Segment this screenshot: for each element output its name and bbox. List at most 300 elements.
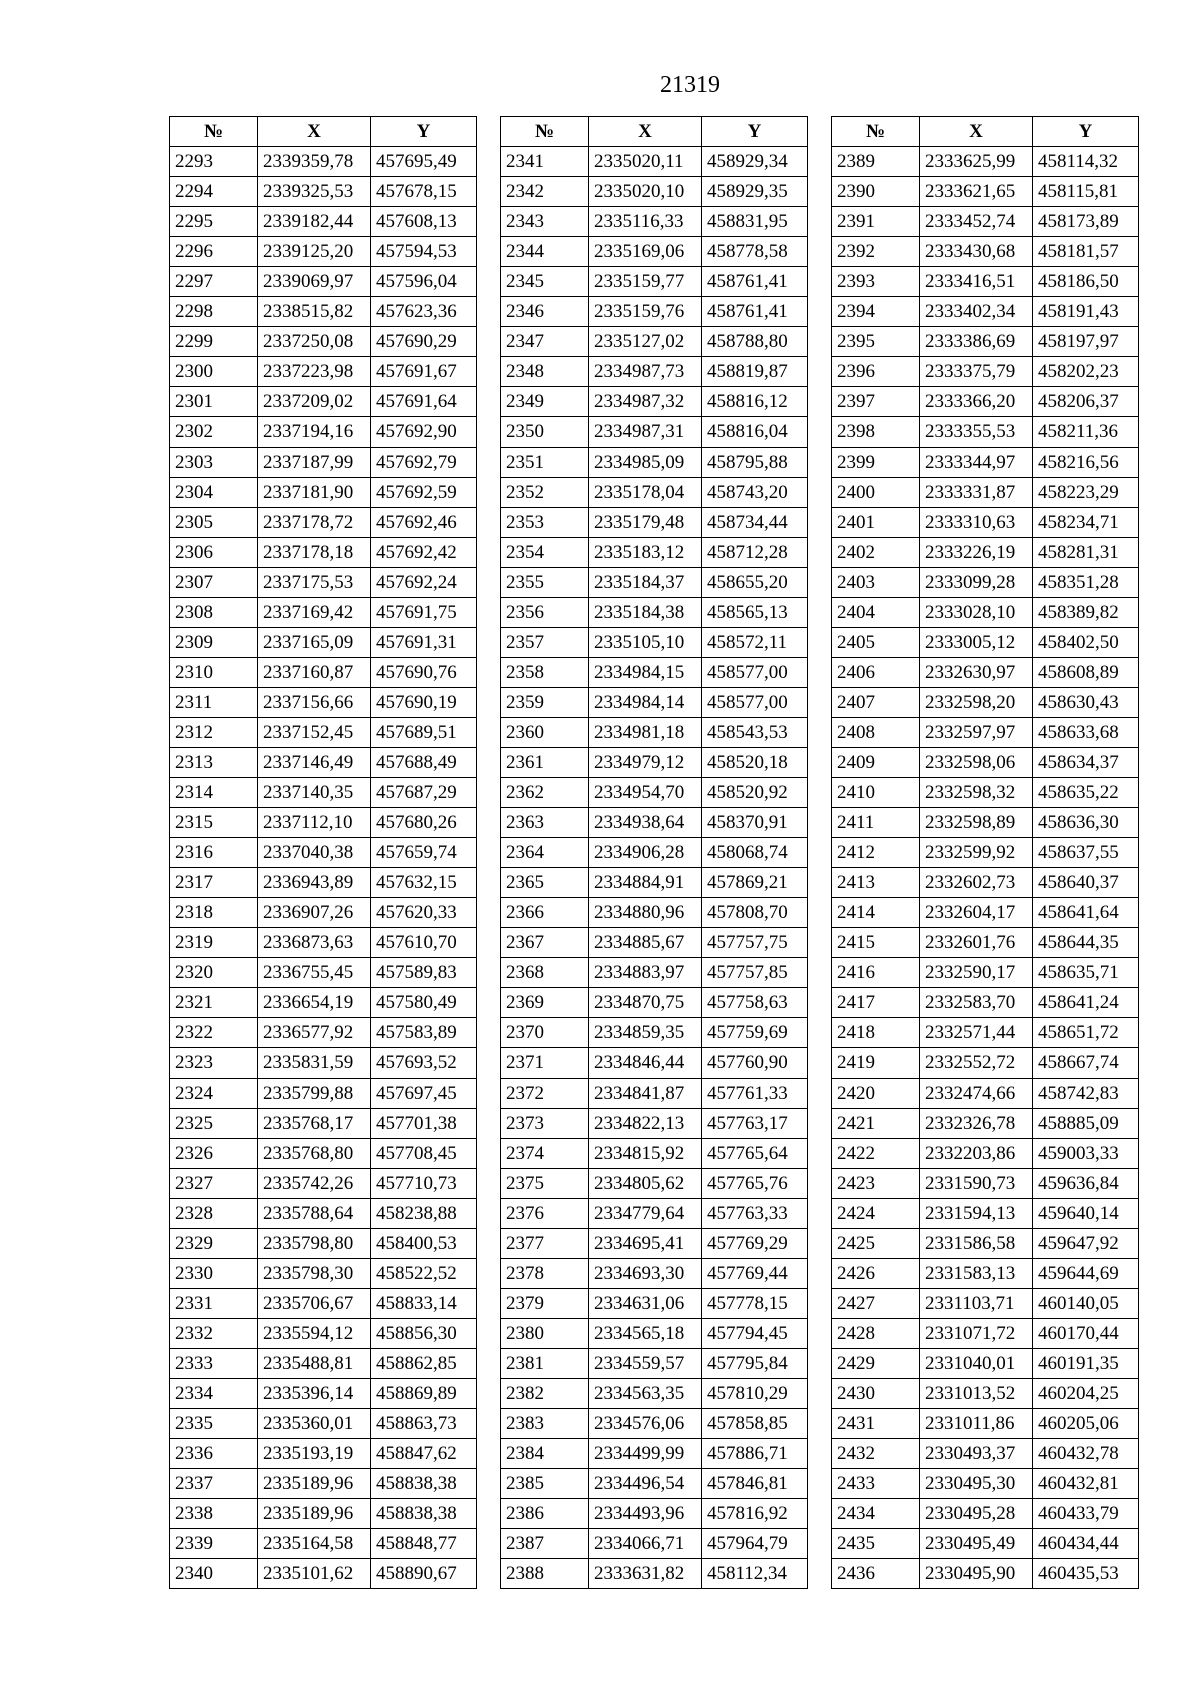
cell-number: 2412 [832, 838, 920, 868]
cell-x: 2338515,82 [258, 297, 371, 327]
cell-number: 2310 [170, 657, 258, 687]
cell-number: 2421 [832, 1108, 920, 1138]
table-row [170, 477, 477, 507]
cell-x: 2337187,99 [258, 447, 371, 477]
table-row [832, 627, 1139, 657]
cell-x: 2332601,76 [920, 928, 1033, 958]
cell-y: 458863,73 [371, 1409, 477, 1439]
cell-number: 2393 [832, 267, 920, 297]
cell-y: 458400,53 [371, 1228, 477, 1258]
cell-number: 2378 [501, 1258, 589, 1288]
cell-y: 458565,13 [702, 597, 808, 627]
cell-number: 2394 [832, 297, 920, 327]
table-row [832, 1348, 1139, 1378]
cell-y: 457760,90 [702, 1048, 808, 1078]
table-row [501, 1439, 808, 1469]
cell-y: 458389,82 [1033, 597, 1139, 627]
cell-y: 458351,28 [1033, 567, 1139, 597]
table-row [832, 1499, 1139, 1529]
cell-number: 2361 [501, 747, 589, 777]
cell-number: 2417 [832, 988, 920, 1018]
cell-y: 457697,45 [371, 1078, 477, 1108]
cell-number: 2341 [501, 147, 589, 177]
cell-number: 2299 [170, 327, 258, 357]
cell-number: 2385 [501, 1469, 589, 1499]
cell-number: 2406 [832, 657, 920, 687]
cell-number: 2400 [832, 477, 920, 507]
cell-number: 2366 [501, 898, 589, 928]
cell-number: 2356 [501, 597, 589, 627]
cell-number: 2410 [832, 778, 920, 808]
cell-number: 2369 [501, 988, 589, 1018]
cell-x: 2333430,68 [920, 237, 1033, 267]
table-row [501, 327, 808, 357]
cell-y: 458761,41 [702, 267, 808, 297]
cell-y: 458848,77 [371, 1529, 477, 1559]
cell-y: 457763,33 [702, 1198, 808, 1228]
coordinates-table-3 [831, 116, 1139, 1589]
cell-number: 2416 [832, 958, 920, 988]
cell-number: 2335 [170, 1409, 258, 1439]
cell-number: 2387 [501, 1529, 589, 1559]
cell-x: 2339325,53 [258, 177, 371, 207]
table-row [170, 147, 477, 177]
table-row [832, 1288, 1139, 1318]
table-row [170, 1108, 477, 1138]
cell-number: 2340 [170, 1559, 258, 1589]
cell-number: 2354 [501, 537, 589, 567]
cell-y: 457701,38 [371, 1108, 477, 1138]
table-row [832, 567, 1139, 597]
cell-x: 2333355,53 [920, 417, 1033, 447]
cell-number: 2325 [170, 1108, 258, 1138]
cell-number: 2376 [501, 1198, 589, 1228]
cell-y: 458816,12 [702, 387, 808, 417]
cell-x: 2334066,71 [589, 1529, 702, 1559]
cell-x: 2334981,18 [589, 717, 702, 747]
table-row [170, 1258, 477, 1288]
cell-y: 457583,89 [371, 1018, 477, 1048]
cell-x: 2334841,87 [589, 1078, 702, 1108]
table-row [170, 838, 477, 868]
cell-y: 459647,92 [1033, 1228, 1139, 1258]
cell-x: 2335193,19 [258, 1439, 371, 1469]
cell-y: 457759,69 [702, 1018, 808, 1048]
cell-number: 2402 [832, 537, 920, 567]
cell-number: 2305 [170, 507, 258, 537]
cell-x: 2335768,80 [258, 1138, 371, 1168]
cell-x: 2332598,89 [920, 808, 1033, 838]
cell-y: 457689,51 [371, 717, 477, 747]
table-row [501, 988, 808, 1018]
cell-y: 457886,71 [702, 1439, 808, 1469]
cell-y: 460432,81 [1033, 1469, 1139, 1499]
table-row [832, 687, 1139, 717]
table-row [170, 1228, 477, 1258]
cell-number: 2367 [501, 928, 589, 958]
cell-y: 458635,22 [1033, 778, 1139, 808]
cell-x: 2339069,97 [258, 267, 371, 297]
table-row [501, 1378, 808, 1408]
cell-y: 460433,79 [1033, 1499, 1139, 1529]
header-y: Y [702, 117, 808, 147]
cell-y: 458761,41 [702, 297, 808, 327]
table-row [501, 1258, 808, 1288]
cell-x: 2331013,52 [920, 1378, 1033, 1408]
table-row [501, 597, 808, 627]
cell-y: 457778,15 [702, 1288, 808, 1318]
cell-x: 2333416,51 [920, 267, 1033, 297]
cell-x: 2330495,30 [920, 1469, 1033, 1499]
table-row [832, 327, 1139, 357]
table-row [832, 1018, 1139, 1048]
table-row [832, 958, 1139, 988]
cell-y: 458929,35 [702, 177, 808, 207]
cell-number: 2426 [832, 1258, 920, 1288]
table-row [170, 1439, 477, 1469]
cell-number: 2322 [170, 1018, 258, 1048]
cell-x: 2335184,37 [589, 567, 702, 597]
cell-y: 460140,05 [1033, 1288, 1139, 1318]
table-row [170, 747, 477, 777]
cell-number: 2351 [501, 447, 589, 477]
table-row [832, 838, 1139, 868]
cell-x: 2333375,79 [920, 357, 1033, 387]
table-row [832, 1469, 1139, 1499]
cell-x: 2334822,13 [589, 1108, 702, 1138]
cell-x: 2332598,06 [920, 747, 1033, 777]
cell-x: 2337250,08 [258, 327, 371, 357]
cell-y: 458630,43 [1033, 687, 1139, 717]
cell-x: 2331594,13 [920, 1198, 1033, 1228]
cell-number: 2429 [832, 1348, 920, 1378]
cell-y: 458838,38 [371, 1499, 477, 1529]
table-row [501, 1559, 808, 1589]
table-row [832, 387, 1139, 417]
cell-y: 460170,44 [1033, 1318, 1139, 1348]
table-row [832, 1529, 1139, 1559]
cell-y: 460191,35 [1033, 1348, 1139, 1378]
table-row [170, 717, 477, 747]
cell-y: 457691,31 [371, 627, 477, 657]
cell-y: 458216,56 [1033, 447, 1139, 477]
table-row [501, 657, 808, 687]
table-row [170, 687, 477, 717]
cell-number: 2318 [170, 898, 258, 928]
cell-number: 2365 [501, 868, 589, 898]
table-row [170, 1469, 477, 1499]
cell-number: 2418 [832, 1018, 920, 1048]
cell-x: 2336943,89 [258, 868, 371, 898]
cell-x: 2334493,96 [589, 1499, 702, 1529]
cell-y: 457692,59 [371, 477, 477, 507]
cell-number: 2329 [170, 1228, 258, 1258]
cell-number: 2315 [170, 808, 258, 838]
cell-y: 457692,46 [371, 507, 477, 537]
cell-number: 2398 [832, 417, 920, 447]
cell-y: 457846,81 [702, 1469, 808, 1499]
table-row [501, 387, 808, 417]
cell-x: 2331590,73 [920, 1168, 1033, 1198]
table-row [501, 778, 808, 808]
cell-x: 2337194,16 [258, 417, 371, 447]
cell-x: 2337209,02 [258, 387, 371, 417]
cell-y: 457690,19 [371, 687, 477, 717]
table-row [501, 717, 808, 747]
table-row [170, 1348, 477, 1378]
cell-y: 458115,81 [1033, 177, 1139, 207]
table-row [832, 357, 1139, 387]
cell-y: 458234,71 [1033, 507, 1139, 537]
table-row [501, 297, 808, 327]
table-row [170, 507, 477, 537]
table-row [170, 1529, 477, 1559]
header-x: X [258, 117, 371, 147]
cell-number: 2434 [832, 1499, 920, 1529]
table-row [501, 1108, 808, 1138]
cell-number: 2397 [832, 387, 920, 417]
cell-x: 2334883,97 [589, 958, 702, 988]
cell-y: 457695,49 [371, 147, 477, 177]
cell-number: 2317 [170, 868, 258, 898]
cell-y: 458191,43 [1033, 297, 1139, 327]
cell-number: 2347 [501, 327, 589, 357]
page-number: 21319 [660, 72, 720, 98]
cell-number: 2297 [170, 267, 258, 297]
cell-number: 2349 [501, 387, 589, 417]
cell-x: 2337178,18 [258, 537, 371, 567]
cell-x: 2332552,72 [920, 1048, 1033, 1078]
cell-number: 2328 [170, 1198, 258, 1228]
cell-y: 458885,09 [1033, 1108, 1139, 1138]
cell-x: 2334987,31 [589, 417, 702, 447]
cell-y: 457692,90 [371, 417, 477, 447]
table-row [832, 657, 1139, 687]
cell-number: 2413 [832, 868, 920, 898]
cell-number: 2422 [832, 1138, 920, 1168]
cell-x: 2334576,06 [589, 1409, 702, 1439]
cell-y: 458173,89 [1033, 207, 1139, 237]
table-row [832, 237, 1139, 267]
cell-y: 460204,25 [1033, 1378, 1139, 1408]
cell-x: 2333631,82 [589, 1559, 702, 1589]
cell-y: 457769,44 [702, 1258, 808, 1288]
cell-x: 2334805,62 [589, 1168, 702, 1198]
cell-y: 458667,74 [1033, 1048, 1139, 1078]
cell-y: 458929,34 [702, 147, 808, 177]
cell-x: 2335178,04 [589, 477, 702, 507]
cell-y: 457816,92 [702, 1499, 808, 1529]
cell-y: 458068,74 [702, 838, 808, 868]
cell-number: 2419 [832, 1048, 920, 1078]
table-row [170, 1288, 477, 1318]
table-row [832, 1318, 1139, 1348]
table-row [501, 477, 808, 507]
cell-y: 460434,44 [1033, 1529, 1139, 1559]
cell-x: 2331586,58 [920, 1228, 1033, 1258]
cell-x: 2331103,71 [920, 1288, 1033, 1318]
cell-x: 2337156,66 [258, 687, 371, 717]
cell-number: 2303 [170, 447, 258, 477]
cell-y: 459644,69 [1033, 1258, 1139, 1288]
cell-x: 2339125,20 [258, 237, 371, 267]
table-row [501, 1318, 808, 1348]
cell-y: 458543,53 [702, 717, 808, 747]
cell-y: 458577,00 [702, 687, 808, 717]
cell-x: 2335706,67 [258, 1288, 371, 1318]
cell-x: 2334565,18 [589, 1318, 702, 1348]
table-row [832, 1198, 1139, 1228]
cell-y: 458520,18 [702, 747, 808, 777]
coordinates-table-1 [169, 116, 477, 1589]
cell-number: 2352 [501, 477, 589, 507]
cell-y: 457691,64 [371, 387, 477, 417]
cell-x: 2333028,10 [920, 597, 1033, 627]
cell-y: 458402,50 [1033, 627, 1139, 657]
cell-number: 2330 [170, 1258, 258, 1288]
cell-number: 2346 [501, 297, 589, 327]
table-row [832, 1559, 1139, 1589]
cell-number: 2298 [170, 297, 258, 327]
cell-x: 2330495,28 [920, 1499, 1033, 1529]
cell-number: 2293 [170, 147, 258, 177]
cell-x: 2334987,73 [589, 357, 702, 387]
cell-x: 2334938,64 [589, 808, 702, 838]
cell-y: 458634,37 [1033, 747, 1139, 777]
cell-x: 2335742,26 [258, 1168, 371, 1198]
table-row [170, 1168, 477, 1198]
cell-number: 2353 [501, 507, 589, 537]
cell-y: 457623,36 [371, 297, 477, 327]
cell-x: 2335020,11 [589, 147, 702, 177]
cell-number: 2358 [501, 657, 589, 687]
table-row [170, 567, 477, 597]
cell-number: 2381 [501, 1348, 589, 1378]
cell-x: 2332474,66 [920, 1078, 1033, 1108]
table-row [501, 537, 808, 567]
cell-number: 2319 [170, 928, 258, 958]
cell-y: 458520,92 [702, 778, 808, 808]
cell-y: 458370,91 [702, 808, 808, 838]
cell-x: 2334880,96 [589, 898, 702, 928]
cell-y: 457869,21 [702, 868, 808, 898]
cell-y: 457580,49 [371, 988, 477, 1018]
table-row [170, 1198, 477, 1228]
cell-x: 2333625,99 [920, 147, 1033, 177]
table-row [832, 537, 1139, 567]
table-row [501, 267, 808, 297]
table-row [832, 747, 1139, 777]
cell-y: 458641,64 [1033, 898, 1139, 928]
cell-y: 458211,36 [1033, 417, 1139, 447]
cell-x: 2334979,12 [589, 747, 702, 777]
header-y: Y [371, 117, 477, 147]
cell-number: 2435 [832, 1529, 920, 1559]
header-number: № [170, 117, 258, 147]
cell-y: 457765,76 [702, 1168, 808, 1198]
table-row [832, 147, 1139, 177]
cell-number: 2295 [170, 207, 258, 237]
cell-number: 2436 [832, 1559, 920, 1589]
cell-number: 2409 [832, 747, 920, 777]
table-row [832, 778, 1139, 808]
cell-y: 458281,31 [1033, 537, 1139, 567]
cell-number: 2331 [170, 1288, 258, 1318]
table-row [501, 687, 808, 717]
cell-x: 2337223,98 [258, 357, 371, 387]
cell-y: 458238,88 [371, 1198, 477, 1228]
cell-x: 2334695,41 [589, 1228, 702, 1258]
cell-y: 457858,85 [702, 1409, 808, 1439]
table-row [832, 868, 1139, 898]
cell-number: 2392 [832, 237, 920, 267]
table-row [832, 928, 1139, 958]
table-row [170, 808, 477, 838]
table-row [832, 207, 1139, 237]
cell-y: 458816,04 [702, 417, 808, 447]
table-row [832, 808, 1139, 838]
cell-number: 2408 [832, 717, 920, 747]
cell-x: 2337169,42 [258, 597, 371, 627]
cell-y: 458197,97 [1033, 327, 1139, 357]
cell-x: 2332597,97 [920, 717, 1033, 747]
cell-number: 2388 [501, 1559, 589, 1589]
cell-y: 457690,76 [371, 657, 477, 687]
cell-number: 2420 [832, 1078, 920, 1108]
table-row [832, 1078, 1139, 1108]
cell-y: 458869,89 [371, 1378, 477, 1408]
cell-number: 2424 [832, 1198, 920, 1228]
cell-number: 2396 [832, 357, 920, 387]
cell-number: 2307 [170, 567, 258, 597]
cell-y: 457690,29 [371, 327, 477, 357]
cell-x: 2335184,38 [589, 597, 702, 627]
table-row [501, 147, 808, 177]
cell-x: 2335183,12 [589, 537, 702, 567]
cell-y: 457596,04 [371, 267, 477, 297]
table-row [170, 778, 477, 808]
cell-x: 2334631,06 [589, 1288, 702, 1318]
cell-y: 457769,29 [702, 1228, 808, 1258]
cell-y: 457589,83 [371, 958, 477, 988]
table-row [170, 1409, 477, 1439]
cell-y: 458181,57 [1033, 237, 1139, 267]
cell-y: 458202,23 [1033, 357, 1139, 387]
table-row [501, 627, 808, 657]
header-x: X [589, 117, 702, 147]
table-row [832, 417, 1139, 447]
cell-x: 2337112,10 [258, 808, 371, 838]
table-row [170, 1048, 477, 1078]
header-x: X [920, 117, 1033, 147]
cell-number: 2425 [832, 1228, 920, 1258]
table-row [170, 958, 477, 988]
cell-y: 458743,20 [702, 477, 808, 507]
table-row [170, 177, 477, 207]
cell-x: 2332602,73 [920, 868, 1033, 898]
cell-number: 2323 [170, 1048, 258, 1078]
table-row [501, 1138, 808, 1168]
cell-x: 2334563,35 [589, 1378, 702, 1408]
cell-y: 458838,38 [371, 1469, 477, 1499]
cell-x: 2333310,63 [920, 507, 1033, 537]
cell-x: 2331071,72 [920, 1318, 1033, 1348]
table-body [170, 147, 477, 1589]
cell-x: 2336907,26 [258, 898, 371, 928]
table-row [501, 177, 808, 207]
cell-y: 458641,24 [1033, 988, 1139, 1018]
table-row [832, 1439, 1139, 1469]
